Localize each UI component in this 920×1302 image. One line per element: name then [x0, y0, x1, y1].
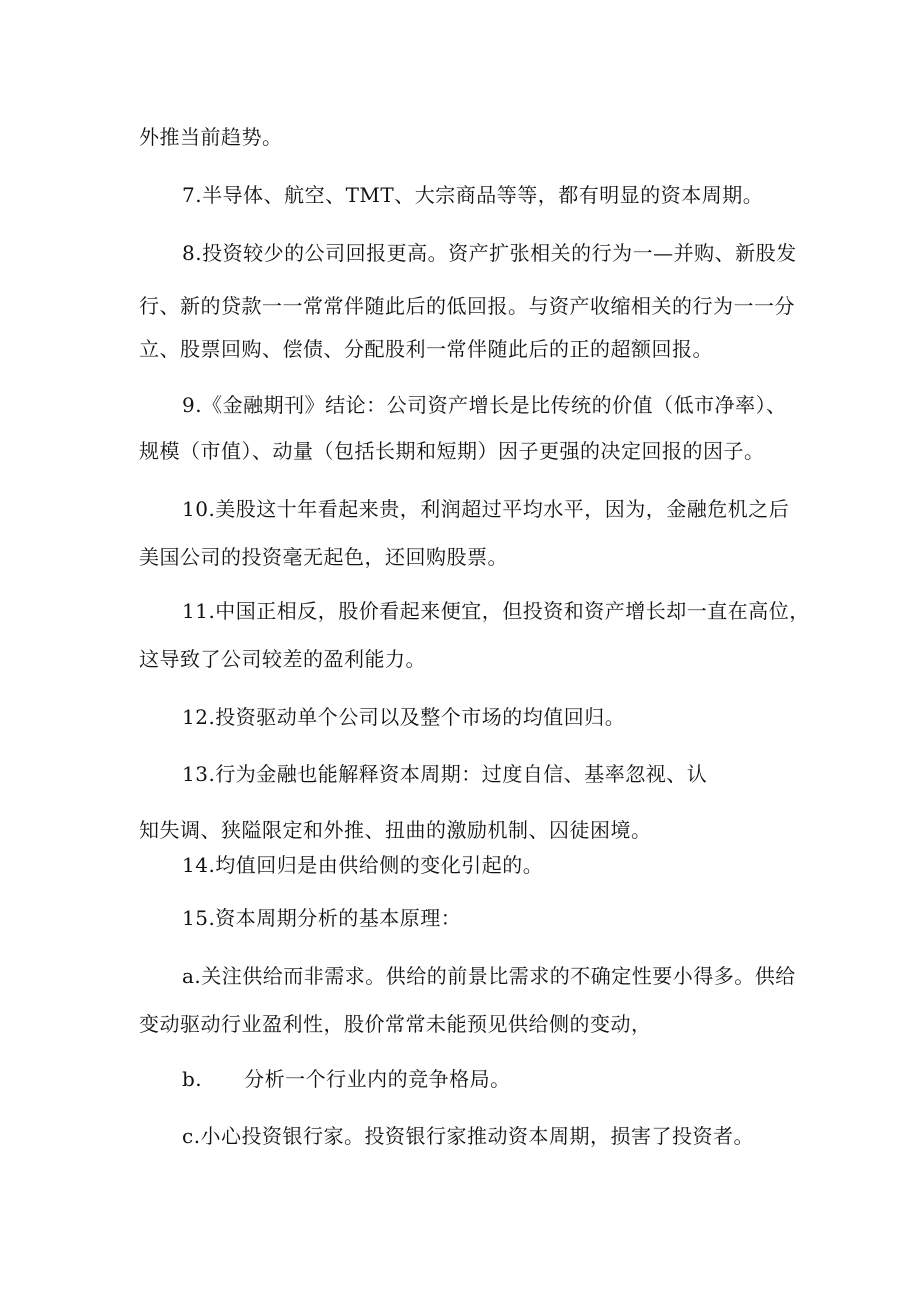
list-item-13: 13.行为金融也能解释资本周期：过度自信、基率忽视、认 — [182, 762, 708, 786]
sub-item-c: c.小心投资银行家。投资银行家推动资本周期，损害了投资者。 — [182, 1124, 755, 1148]
list-item-8: 8.投资较少的公司回报更高。资产扩张相关的行为一—并购、新股发 — [182, 241, 797, 265]
list-item-9: 9.《金融期刊》结论：公司资产增长是比传统的价值（低市净率）、 — [182, 393, 787, 417]
paragraph-line: 外推当前趋势。 — [139, 125, 283, 149]
paragraph-line: 立、股票回购、偿债、分配股利一常伴随此后的正的超额回报。 — [139, 337, 713, 361]
paragraph-line: 行、新的贷款一一常常伴随此后的低回报。与资产收缩相关的行为一一分 — [139, 294, 795, 318]
sub-item-a: a.关注供给而非需求。供给的前景比需求的不确定性要小得多。供给 — [182, 964, 796, 988]
list-item-12: 12.投资驱动单个公司以及整个市场的均值回归。 — [182, 705, 626, 729]
paragraph-line: 知失调、狭隘限定和外推、扭曲的激励机制、囚徒困境。 — [139, 818, 652, 842]
sub-item-b-marker: b. — [182, 1067, 203, 1091]
list-item-14: 14.均值回归是由供给侧的变化引起的。 — [182, 853, 544, 877]
sub-item-b — [182, 1066, 511, 1092]
paragraph-line: 变动驱动行业盈利性，股价常常未能预见供给侧的变动， — [139, 1012, 652, 1036]
list-item-11: 11.中国正相反，股价看起来便宜，但投资和资产增长却一直在高位， — [182, 599, 810, 623]
list-item-7: 7.半导体、航空、TMT、大宗商品等等，都有明显的资本周期。 — [182, 183, 764, 207]
list-item-10: 10.美股这十年看起来贵，利润超过平均水平，因为，金融危机之后 — [182, 497, 790, 521]
paragraph-line: 这导致了公司较差的盈利能力。 — [139, 647, 426, 671]
sub-item-b-text: 分析一个行业内的竞争格局。 — [244, 1067, 511, 1091]
paragraph-line: 美国公司的投资毫无起色，还回购股票。 — [139, 545, 508, 569]
paragraph-line: 规模（市值）、动量（包括长期和短期）因子更强的决定回报的因子。 — [139, 439, 765, 463]
list-item-15: 15.资本周期分析的基本原理： — [182, 906, 462, 930]
